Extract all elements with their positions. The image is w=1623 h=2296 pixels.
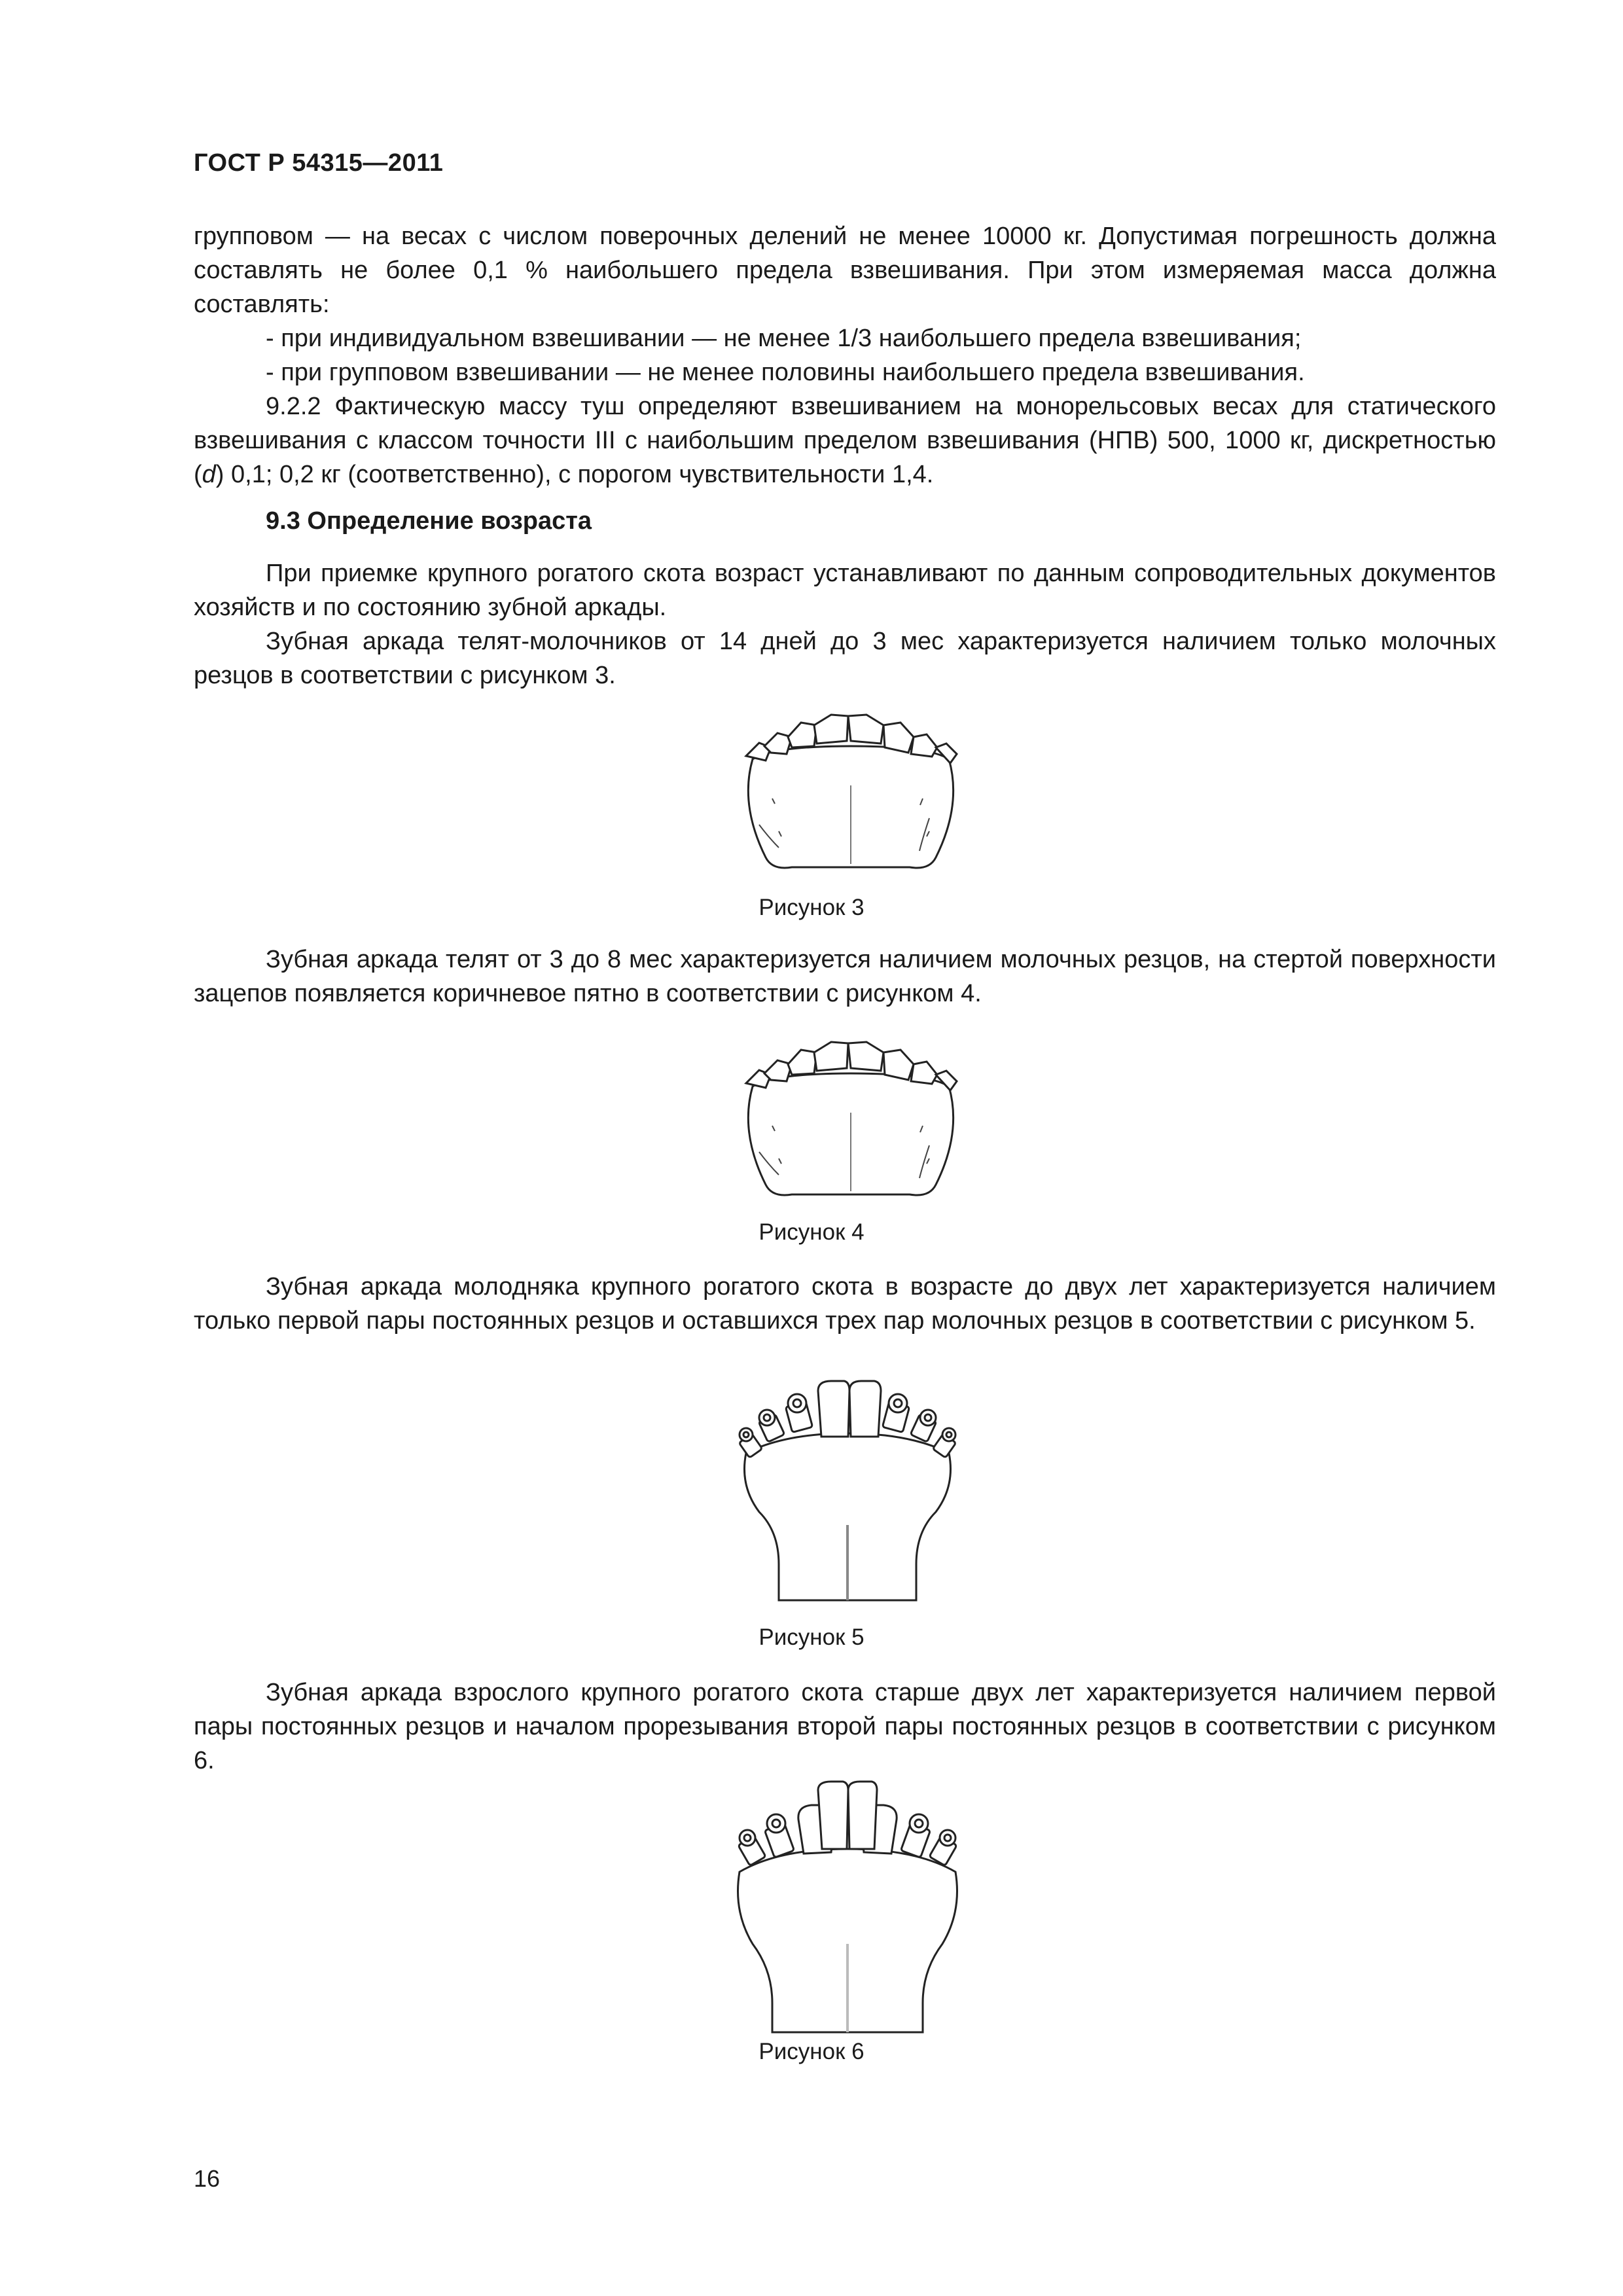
section-heading-9-3: 9.3 Определение возраста <box>266 507 592 535</box>
paragraph-9-2-2 <box>194 389 1496 492</box>
figure-3-caption: Рисунок 3 <box>758 895 865 920</box>
tooth-arcade-young-cattle-drawing <box>726 1374 969 1610</box>
paragraph-figure-5-ref: Зубная аркада молодняка крупного рогатого скота в возрасте до двух лет характеризуется наличием только первой пары постоянных резцов и оставшихся трех пар молочных резцов в соответствии с рисунком 5. <box>194 1273 1496 1335</box>
age-text-block <box>194 556 1496 692</box>
list-item-individual: - при индивидуальном взвешивании — не менее 1/3 наибольшего предела взвешивания; <box>266 325 1302 352</box>
paragraph-age-determination: При приемке крупного рогатого скота возраст устанавливают по данным сопроводительных документов хозяйств и по состоянию зубной аркады. <box>194 560 1496 621</box>
figure-5-text <box>194 1270 1496 1338</box>
figure-4-text <box>194 942 1496 1011</box>
figure-6-text <box>194 1676 1496 1778</box>
tooth-arcade-adult-cattle-drawing <box>720 1780 975 2036</box>
page-number: 16 <box>194 2165 221 2192</box>
paragraph-figure-4-ref: Зубная аркада телят от 3 до 8 мес характеризуется наличием молочных резцов, на стертой поверхности зацепов появляется коричневое пятно в соответствии с рисунком 4. <box>194 946 1496 1007</box>
variable-d: d <box>202 461 216 488</box>
tooth-arcade-calf-brown-spot-drawing <box>733 1034 969 1217</box>
figure-4 <box>0 1034 1623 1257</box>
figure-5 <box>0 1374 1623 1649</box>
figure-6-caption: Рисунок 6 <box>758 2039 865 2064</box>
figure-6 <box>0 1780 1623 2081</box>
paragraph-figure-6-ref: Зубная аркада взрослого крупного рогатого скота старше двух лет характеризуется наличием первой пары постоянных резцов и началом прорезывания второй пары постоянных резцов в соответствии с рисунком 6. <box>194 1679 1496 1774</box>
weighing-text-block <box>194 219 1496 492</box>
paragraph-figure-3-ref: Зубная аркада телят-молочников от 14 дней до 3 мес характеризуется наличием только молочных резцов в соответствии с рисунком 3. <box>194 628 1496 689</box>
paragraph-weighing-error: групповом — на весах с числом поверочных делений не менее 10000 кг. Допустимая погрешность должна составлять не более 0,1 % наибольшего предела взвешивания. При этом измеряемая масса должна составлять: <box>194 223 1496 318</box>
paragraph-9-2-2-part-b: ) 0,1; 0,2 кг (соответственно), с порогом чувствительности 1,4. <box>215 461 934 488</box>
tooth-arcade-calf-drawing <box>733 707 969 890</box>
figure-5-caption: Рисунок 5 <box>758 1624 865 1650</box>
figure-4-caption: Рисунок 4 <box>758 1219 865 1245</box>
figure-3 <box>0 707 1623 929</box>
list-item-group: - при групповом взвешивании — не менее половины наибольшего предела взвешивания. <box>266 359 1305 386</box>
paragraph-9-2-2-part-a: 9.2.2 Фактическую массу туш определяют взвешиванием на монорельсовых весах для статического взвешивания с классом точности III с наибольшим пределом взвешивания (НПВ) 500, 1000 кг, дискретностью ( <box>194 393 1496 488</box>
standard-header: ГОСТ Р 54315—2011 <box>194 149 444 177</box>
